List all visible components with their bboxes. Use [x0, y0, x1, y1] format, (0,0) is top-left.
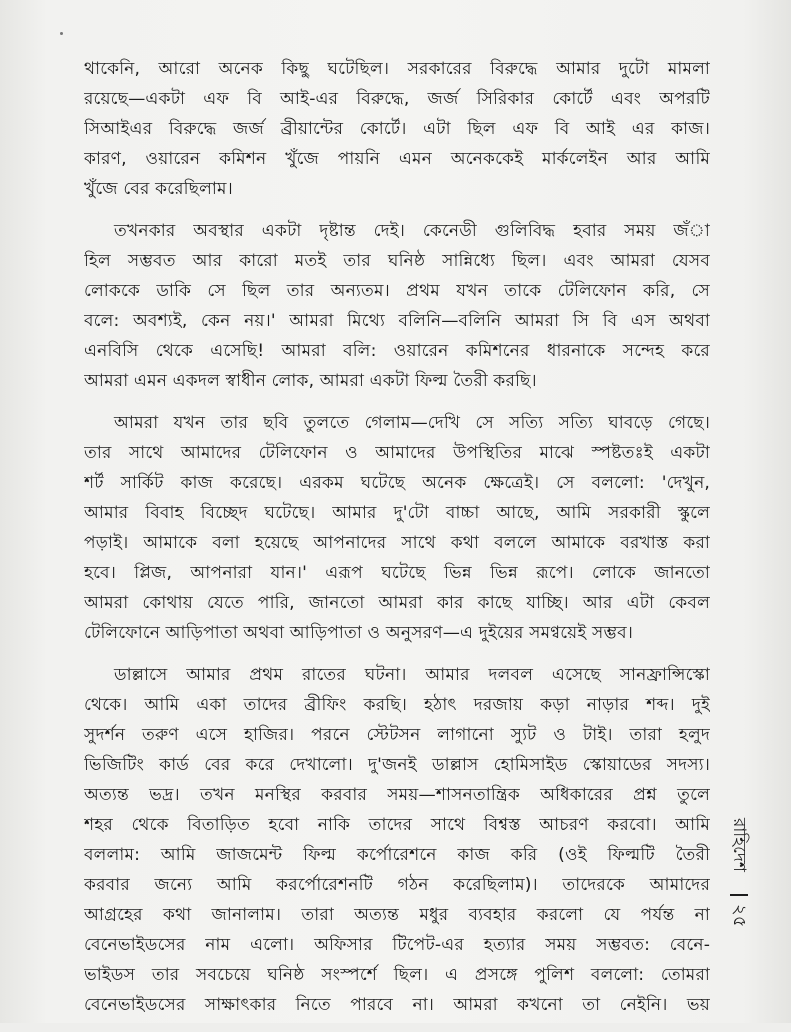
text-line: থেকে। আমি একা তাদের ব্রীফিং করছি। হঠাৎ দরজায় কড়া নাড়ার শব্দ। দুই — [84, 695, 710, 715]
running-margin — [722, 818, 756, 978]
text-line: হিল সম্ভবত আর কারো মতই তার ঘনিষ্ঠ সান্নিধ্যে ছিল। এবং আমরা যেসব — [84, 251, 710, 271]
paragraph-2 — [84, 216, 710, 396]
paragraph-3 — [84, 408, 710, 648]
text-line: সুদর্শন তরুণ এসে হাজির। পরনে স্টেটসন লাগানো স্যুট ও টাই। তারা হলুদ — [84, 725, 710, 745]
text-line: আমার বিবাহ বিচ্ছেদ ঘটেছে। আমার দু'টো বাচ্চা আছে, আমি সরকারী স্কুলে — [84, 503, 710, 523]
text-line: হবে। প্লিজ, আপনারা যান।' এরূপ ঘটেছে ভিন্ন ভিন্ন রূপে। লোকে জানতো — [84, 563, 710, 583]
text-line: শর্ট সার্কিট কাজ করেছে। এরকম ঘটেছে অনেক ক্ষেত্রেই। সে বললো: 'দেখুন, — [84, 473, 710, 493]
text-line: লোককে ডাকি সে ছিল তার অন্যতম। প্রথম যখন তাকে টেলিফোন করি, সে — [84, 281, 710, 301]
paragraph-4 — [84, 660, 710, 1020]
text-line: খুঁজে বের করেছিলাম। — [84, 179, 233, 199]
text-line: এনবিসি থেকে এসেছি! আমরা বলি: ওয়ারেন কমিশনের ধারনাকে সন্দেহ করে — [84, 341, 710, 361]
text-line: অত্যন্ত ভদ্র। তখন মনস্থির করবার সময়—শাসনতান্ত্রিক অধিকারের প্রশ্ন তুলে — [84, 785, 710, 805]
body-text — [84, 54, 710, 1032]
running-head: রাহিদেশ — [729, 818, 749, 872]
text-line: আমরা এমন একদল স্বাধীন লোক, আমরা একটা ফিল্ম তৈরী করছি। — [84, 371, 537, 391]
text-line: শহর থেকে বিতাড়িত হবো নাকি তাদের সাথে বিশ্বস্ত আচরণ করবো। আমি — [84, 815, 710, 835]
text-line: বেনেভাইডসের সাক্ষাৎকার নিতে পারবে না। আমরা কখনো তা নেইনি। ভয় — [84, 995, 710, 1015]
text-line: থাকেনি, আরো অনেক কিছু ঘটেছিল। সরকারের বিরুদ্ধে আমার দুটো মামলা — [84, 59, 710, 79]
page-number: ২৫ — [729, 904, 750, 928]
text-line: আগ্রহের কথা জানালাম। তারা অত্যন্ত মধুর ব্যবহার করলো যে পর্যন্ত না — [84, 905, 710, 925]
text-line: বললাম: আমি জাজমেন্ট ফিল্ম কর্পোরেশনে কাজ করি (ওই ফিল্মটি তৈরী — [84, 845, 710, 865]
text-line: পড়াই। আমাকে বলা হয়েছে আপনাদের সাথে কথা বললে আমাকে বরখাস্ত করা — [84, 533, 710, 553]
text-line: বেনেভাইডসের নাম এলো। অফিসার টিপেট-এর হত্যার সময় সম্ভবত: বেনে- — [84, 935, 710, 955]
text-line: রয়েছে—একটা এফ বি আই-এর বিরুদ্ধে, জর্জ সিরিকার কোর্টে এবং অপরটি — [84, 89, 710, 109]
text-line: তখনকার অবস্থার একটা দৃষ্টান্ত দেই। কেনেডী গুলিবিদ্ধ হবার সময় জঁা — [114, 221, 710, 241]
text-line: আমরা কোথায় যেতে পারি, জানতো আমরা কার কাছে যাচ্ছি। আর এটা কেবল — [84, 593, 710, 613]
text-line: ডাল্লাসে আমার প্রথম রাতের ঘটনা। আমার দলবল এসেছে সানফ্রান্সিস্কো — [114, 665, 710, 685]
text-line: বলে: অবশ্যই, কেন নয়।' আমরা মিথ্যে বলিনি—বলিনি আমরা সি বি এস অথবা — [84, 311, 710, 331]
paragraph-1 — [84, 54, 710, 204]
text-line: ভাইডস তার সবচেয়ে ঘনিষ্ঠ সংস্পর্শে ছিল। এ প্রসঙ্গে পুলিশ বললো: তোমরা — [84, 965, 710, 985]
text-line: টেলিফোনে আড়িপাতা অথবা আড়িপাতা ও অনুসরণ—এ দুইয়ের সমণ্বয়েই সম্ভব। — [84, 623, 634, 643]
text-line: কারণ, ওয়ারেন কমিশন খুঁজে পায়নি এমন অনেককেই মার্কলেইন আর আমি — [84, 149, 710, 169]
text-line: তার সাথে আমাদের টেলিফোন ও আমাদের উপস্থিতির মাঝে স্পষ্টতঃই একটা — [84, 443, 710, 463]
text-line: সিআইএর বিরুদ্ধে জর্জ ব্রীয়ান্টের কোর্টে। এটা ছিল এফ বি আই এর কাজ। — [84, 119, 710, 139]
text-line: আমরা যখন তার ছবি তুলতে গেলাম—দেখি সে সত্যি সত্যি ঘাবড়ে গেছে। — [114, 413, 710, 433]
paper-speck — [60, 32, 63, 35]
text-line: করবার জন্যে আমি করর্পোরেশনটি গঠন করেছিলাম)। তাদেরকে আমাদের — [84, 875, 710, 895]
text-line: ভিজিটিং কার্ড বের করে দেখালো। দু'জনই ডাল্লাস হোমিসাইড স্কোয়াডের সদস্য। — [84, 755, 710, 775]
divider — [730, 894, 748, 896]
